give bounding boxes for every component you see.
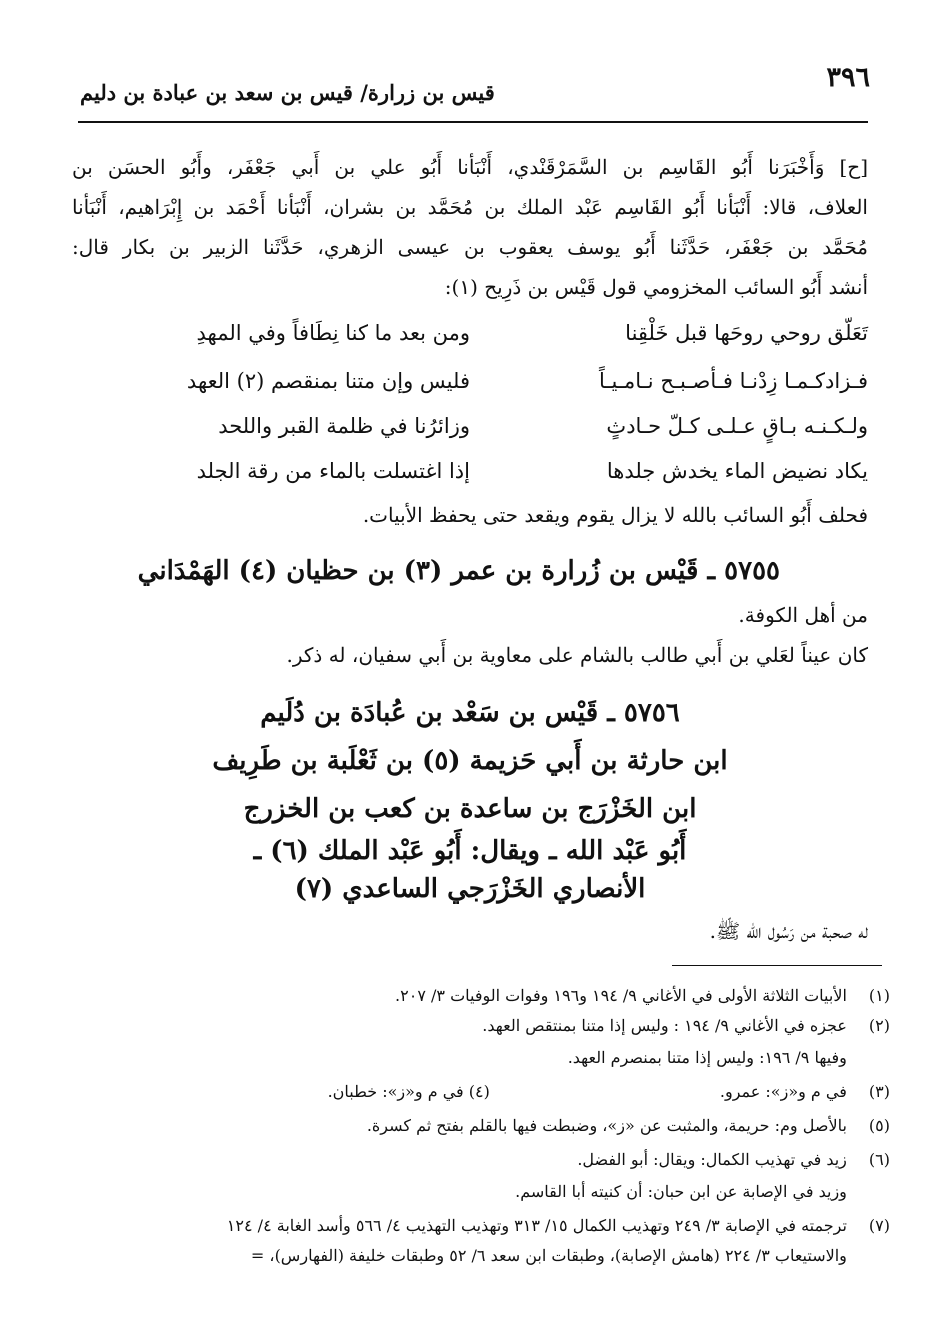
footnote-5-text: بالأصل وم: حريمة، والمثبت عن «ز»، وضبطت فيها بالقلم بفتح ثم كسرة. — [366, 1116, 847, 1135]
footnote-2b-text: وفيها ٩/ ١٩٦: وليس إذا متنا بمنصرم العهد. — [567, 1048, 847, 1067]
verse-2-second-hemistich: فليس وإن متنا بمنقصم (٢) العهد — [186, 369, 470, 393]
verse-4-first-hemistich: يكاد نضيض الماء يخدش جلدها — [606, 459, 868, 483]
footnote-2 — [60, 1014, 890, 1038]
footnote-1-text: الأبيات الثلاثة الأولى في الأغاني ٩/ ١٩٤ و١٩٦ وفوات الوفيات ٣/ ٢٠٧. — [395, 986, 847, 1005]
entry-5756-title-line-3: ابن الخَزْرَج بن ساعدة بن كعب بن الخزرج — [243, 794, 697, 824]
verse-1-second-hemistich: ومن بعد ما كنا نِطَافاً وفي المهدِ — [196, 321, 470, 345]
footnote-6 — [60, 1148, 890, 1172]
footnote-7-number: (٧) — [868, 1216, 890, 1235]
entry-5756-title-line-4: أَبُو عَبْد الله ـ ويقال: أَبُو عَبْد الملك (٦) ـ — [253, 836, 687, 866]
verse-1-first-hemistich: تَعَلّق روحي روحَها قبل خَلْقِنا — [625, 321, 868, 345]
verse-2-first-hemistich: فـزادكـمـا زِدْنـا فـأصـبـح نـامـيـاً — [598, 369, 868, 393]
footnote-7b-text: والاستيعاب ٣/ ٢٢٤ (هامش الإصابة)، وطبقات ابن سعد ٦/ ٥٢ وطبقات خليفة (الفهارس)، = — [250, 1246, 847, 1265]
entry-5755-title: ٥٧٥٥ ـ قَيْس بن زُرارة بن عمر (٣) بن حظيان (٤) الهَمْدَاني — [137, 556, 780, 586]
entry-5755-line-1: من أهل الكوفة. — [738, 603, 868, 627]
body-line-1: [ح] وَأَخْبَرَنا أَبُو القَاسِم بن السَّمَرْقَنْدي، أَنْبَأنا أَبُو علي بن أَبي جَعْفَر، وأَبُو الحسَن بن — [72, 155, 868, 179]
entry-5756-title-line-1: ٥٧٥٦ ـ قَيْس بن سَعْد بن عُبادَة بن دُلَيم — [260, 698, 680, 728]
footnote-7 — [60, 1214, 890, 1238]
footnote-7-text: ترجمته في الإصابة ٣/ ٢٤٩ وتهذيب الكمال ١٥/ ٣١٣ وتهذيب التهذيب ٤/ ٥٦٦ وأسد الغابة ٤/ ١٢٤ — [226, 1216, 847, 1235]
footnote-4-text: في م و«ز»: خطبان. — [327, 1082, 464, 1101]
footnote-1-number: (١) — [868, 986, 890, 1005]
footnote-2-continuation — [60, 1046, 890, 1070]
body-line-4: أنشد أَبُو السائب المخزومي قول قَيْس بن ذَرِيح (١): — [444, 275, 868, 299]
footnote-5-number: (٥) — [868, 1116, 890, 1135]
entry-5755-line-2: كان عيناً لعَلي بن أَبي طالب بالشام على معاوية بن أَبي سفيان، له ذكر. — [286, 643, 868, 667]
verse-3-second-hemistich: وزائرُنا في ظلمة القبر واللحد — [218, 414, 470, 438]
running-title: قيس بن زرارة/ قيس بن سعد بن عبادة بن دليم — [80, 80, 495, 105]
header-rule — [78, 121, 868, 123]
footnote-6-number: (٦) — [868, 1150, 890, 1169]
footnote-6-continuation — [60, 1180, 890, 1204]
footnote-2-text: عجزه في الأغاني ٩/ ١٩٤ : وليس إذا متنا بمنتقص العهد. — [482, 1016, 847, 1035]
footnotes-3-4 — [60, 1080, 890, 1104]
footnote-3-text: في م و«ز»: عمرو. — [719, 1082, 847, 1101]
footnote-rule — [672, 965, 882, 966]
footnote-3-number: (٣) — [868, 1082, 890, 1101]
footnote-2-number: (٢) — [868, 1016, 890, 1035]
footnote-6-text: زيد في تهذيب الكمال: ويقال: أبو الفضل. — [577, 1150, 847, 1169]
entry-5756-title-line-2: ابن حارثة بن أَبي حَزيمة (٥) بن ثَعْلَبة بن طَرِيف — [212, 746, 728, 776]
footnote-6b-text: وزيد في الإصابة عن ابن حبان: أن كنيته أبا القاسم. — [515, 1182, 847, 1201]
footnote-4-number: (٤) — [468, 1082, 490, 1101]
verse-3-first-hemistich: ولـكـنـه بـاقٍ عـلـى كـلّ حـادثٍ — [606, 414, 868, 438]
footnote-7-continuation — [60, 1244, 890, 1268]
entry-5756-title-line-5: الأنصاري الخَزْرَجي الساعدي (٧) — [294, 874, 646, 904]
footnote-1 — [60, 984, 890, 1008]
body-line-3: مُحَمَّد بن جَعْفَر، حَدَّثَنا أَبُو يوسف يعقوب بن عيسى الزهري، حَدَّثَنا الزبير بن بكار قال: — [72, 235, 868, 259]
page-number: ٣٩٦ — [826, 62, 870, 93]
entry-5756-line: له صحبة من رَسُول الله ﷺ. — [709, 919, 868, 943]
body-line-2: العلاف، قالا: أَنْبَأنا أَبُو القَاسِم عَبْد الملك بن مُحَمَّد بن بشران، أَنْبَأنا أَحْمَد بن إِبْرَاهيم، أَنْبَأنا — [72, 195, 868, 219]
verse-4-second-hemistich: إذا اغتسلت بالماء من رقة الجلد — [196, 459, 470, 483]
footnote-5 — [60, 1114, 890, 1138]
after-verses-line: فحلف أَبُو السائب بالله لا يزال يقوم ويقعد حتى يحفظ الأبيات. — [362, 503, 868, 527]
